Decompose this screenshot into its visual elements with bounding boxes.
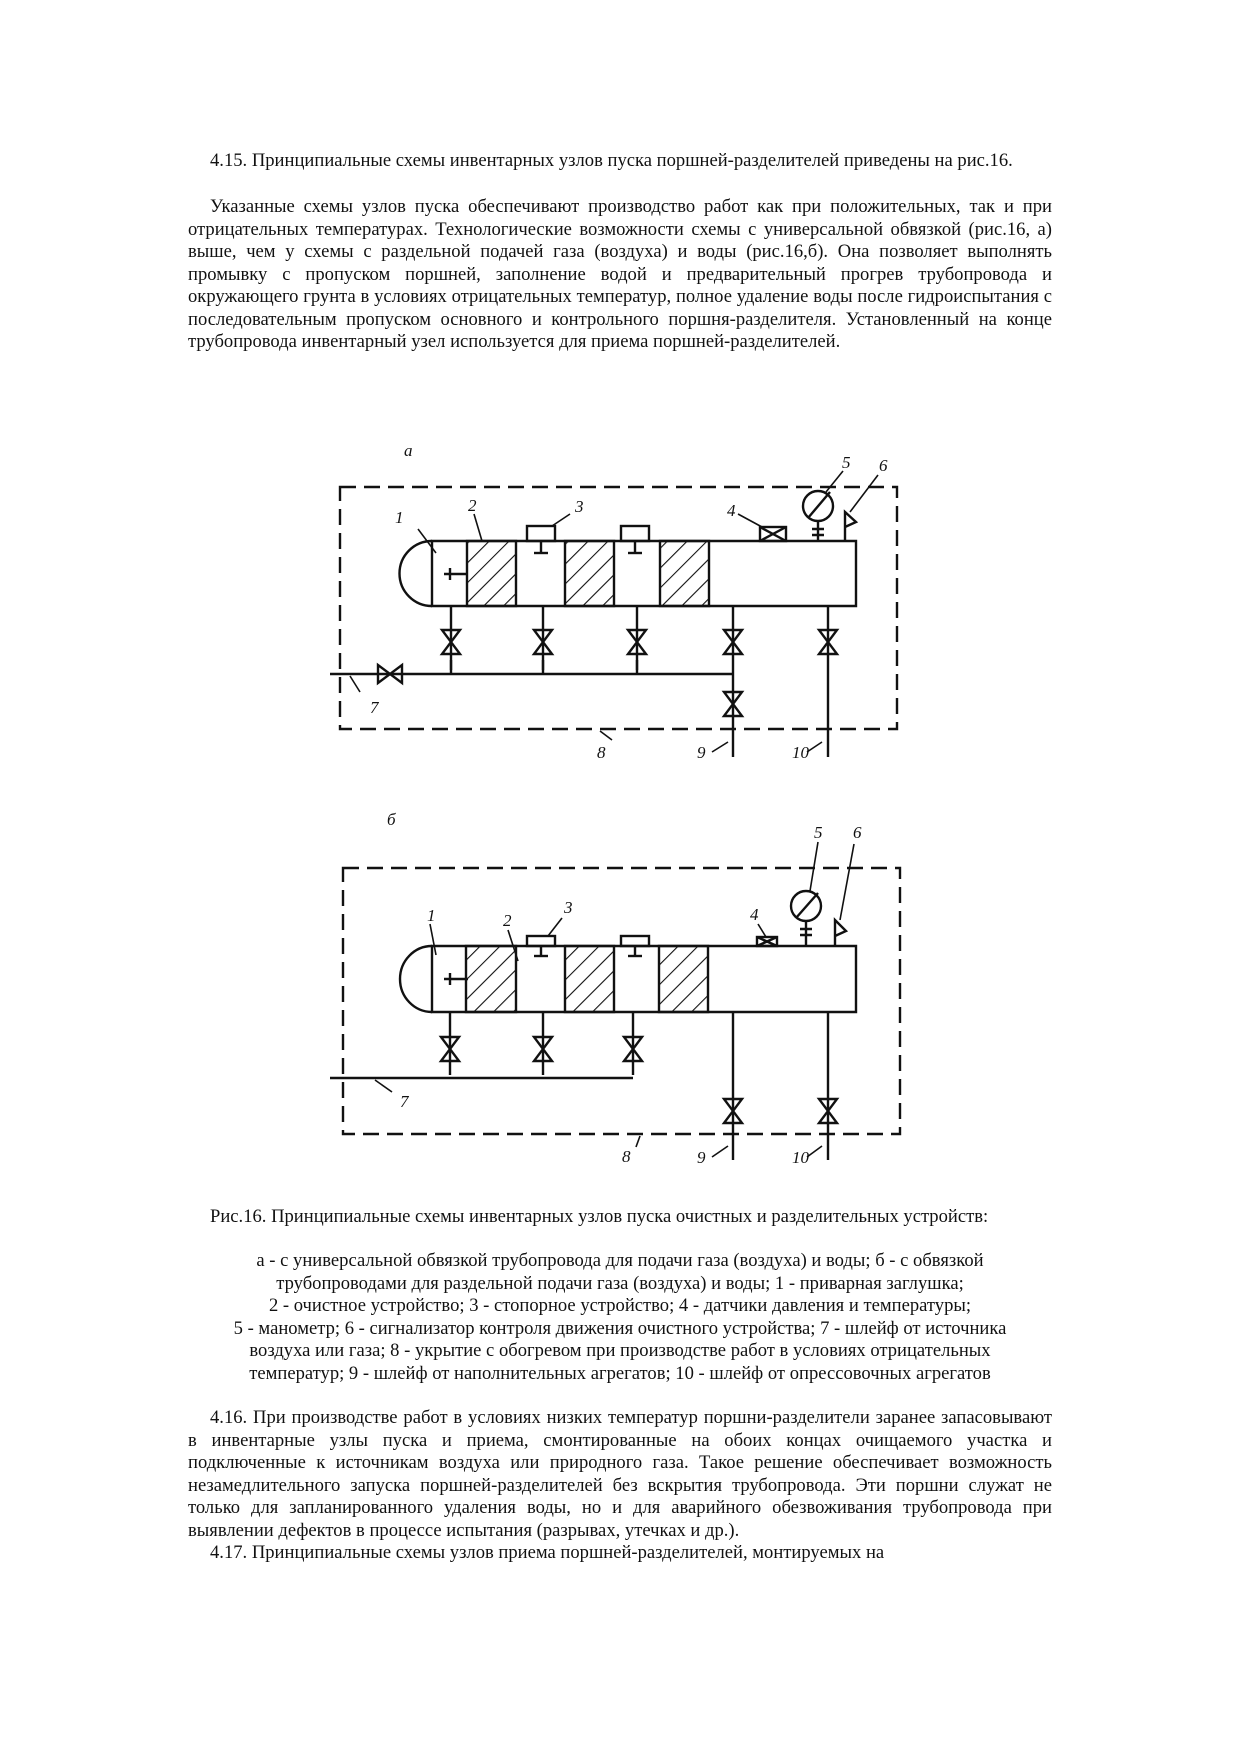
pig-signaller-a	[845, 512, 856, 541]
diagram-b-title: б	[387, 810, 396, 829]
caption-line: трубопроводами для раздельной подачи газа (воздуха) и воды; 1 - приварная заглушка;	[276, 1272, 964, 1294]
cleaning-pig-a-2	[565, 541, 614, 606]
paragraph-4-15-cont: Указанные схемы узлов пуска обеспечивают производство работ как при положительных, так и при отрицательных температурах. Технологические возможности схемы с универсальной обвязкой (рис.16, а) выше, чем у схемы с раздельной подачей газа (воздуха) и воды (рис.16,б). Она позволяет выполнять промывку с пропуском поршней, заполнение водой и предварительный прогрев трубопровода и окружающего грунта в условиях отрицательных температур, полное удаление воды после гидроиспытания с последовательным пропуском основного и контрольного поршня-разделителя. Установленный на конце трубопровода инвентарный узел используется для приема поршней-разделителей.	[188, 196, 1052, 352]
label-a-7: 7	[370, 698, 379, 717]
end-cap-a	[400, 541, 433, 606]
stopper-b-2	[621, 936, 649, 946]
caption-line: а - с универсальной обвязкой трубопровода для подачи газа (воздуха) и воды; б - с обвязкой	[256, 1250, 984, 1271]
label-a-1: 1	[395, 508, 404, 527]
caption-line: 5 - манометр; 6 - сигнализатор контроля движения очистного устройства; 7 - шлейф от источника	[233, 1317, 1007, 1339]
stopper-a-2	[621, 526, 649, 541]
cleaning-pig-b-1	[466, 946, 516, 1012]
cleaning-pig-b-3	[659, 946, 708, 1012]
label-b-9: 9	[697, 1148, 706, 1167]
stopper-b-1	[527, 936, 555, 946]
label-b-10: 10	[792, 1148, 809, 1167]
diagram-a-title: а	[404, 441, 413, 460]
label-a-5: 5	[842, 453, 851, 472]
paragraph-4-15: 4.15. Принципиальные схемы инвентарных узлов пуска поршней-разделителей приведены на рис.16.	[210, 150, 1013, 171]
label-b-7: 7	[400, 1092, 409, 1111]
label-a-4: 4	[727, 501, 736, 520]
paragraph-4-16: 4.16. При производстве работ в условиях низких температур поршни-разделители заранее запасовывают в инвентарные узлы пуска и приема, смонтированные на обоих концах очищаемого участка и подключенные к источникам воздуха или природного газа. Такое решение обеспечивает возможность незамедлительного запуска поршней-разделителей без вскрытия трубопровода. Эти поршни служат не только для запланированного удаления воды, но и для аварийного обезвоживания трубопровода при выявлении дефектов в процессе испытания (разрывах, утечках и др.).	[188, 1407, 1052, 1541]
label-b-1: 1	[427, 906, 436, 925]
caption-line: 2 - очистное устройство; 3 - стопорное устройство; 4 - датчики давления и температуры;	[268, 1295, 972, 1316]
label-b-4: 4	[750, 905, 759, 924]
stopper-a-1	[527, 526, 555, 541]
shelter-enclosure-a	[340, 487, 897, 729]
cleaning-pig-a-3	[660, 541, 709, 606]
cleaning-pig-b-2	[565, 946, 614, 1012]
label-b-8: 8	[622, 1147, 631, 1166]
valves-b	[441, 1037, 837, 1123]
leaders-a	[350, 471, 878, 752]
figure-caption-legend	[180, 1250, 1060, 1385]
label-b-6: 6	[853, 823, 862, 842]
label-b-2: 2	[503, 911, 512, 930]
label-a-6: 6	[879, 456, 888, 475]
paragraph-4-17: 4.17. Принципиальные схемы узлов приема поршней-разделителей, монтируемых на	[210, 1542, 885, 1563]
caption-line: температур; 9 - шлейф от наполнительных агрегатов; 10 - шлейф от опрессовочных агрегатов	[249, 1362, 991, 1384]
figure-caption-title: Рис.16. Принципиальные схемы инвентарных узлов пуска очистных и разделительных устройств:	[210, 1206, 989, 1227]
labels-a	[370, 453, 888, 762]
label-a-10: 10	[792, 743, 809, 762]
cleaning-pig-a-1	[467, 541, 516, 606]
label-a-8: 8	[597, 743, 606, 762]
label-a-9: 9	[697, 743, 706, 762]
label-b-5: 5	[814, 823, 823, 842]
label-b-3: 3	[564, 898, 573, 917]
label-a-2: 2	[468, 496, 477, 515]
diagram-a	[330, 441, 897, 757]
label-a-3: 3	[575, 497, 584, 516]
end-cap-b	[400, 946, 432, 1012]
pig-signaller-b	[835, 920, 846, 946]
caption-line: воздуха или газа; 8 - укрытие с обогревом при производстве работ в условиях отрицательных	[249, 1340, 991, 1361]
